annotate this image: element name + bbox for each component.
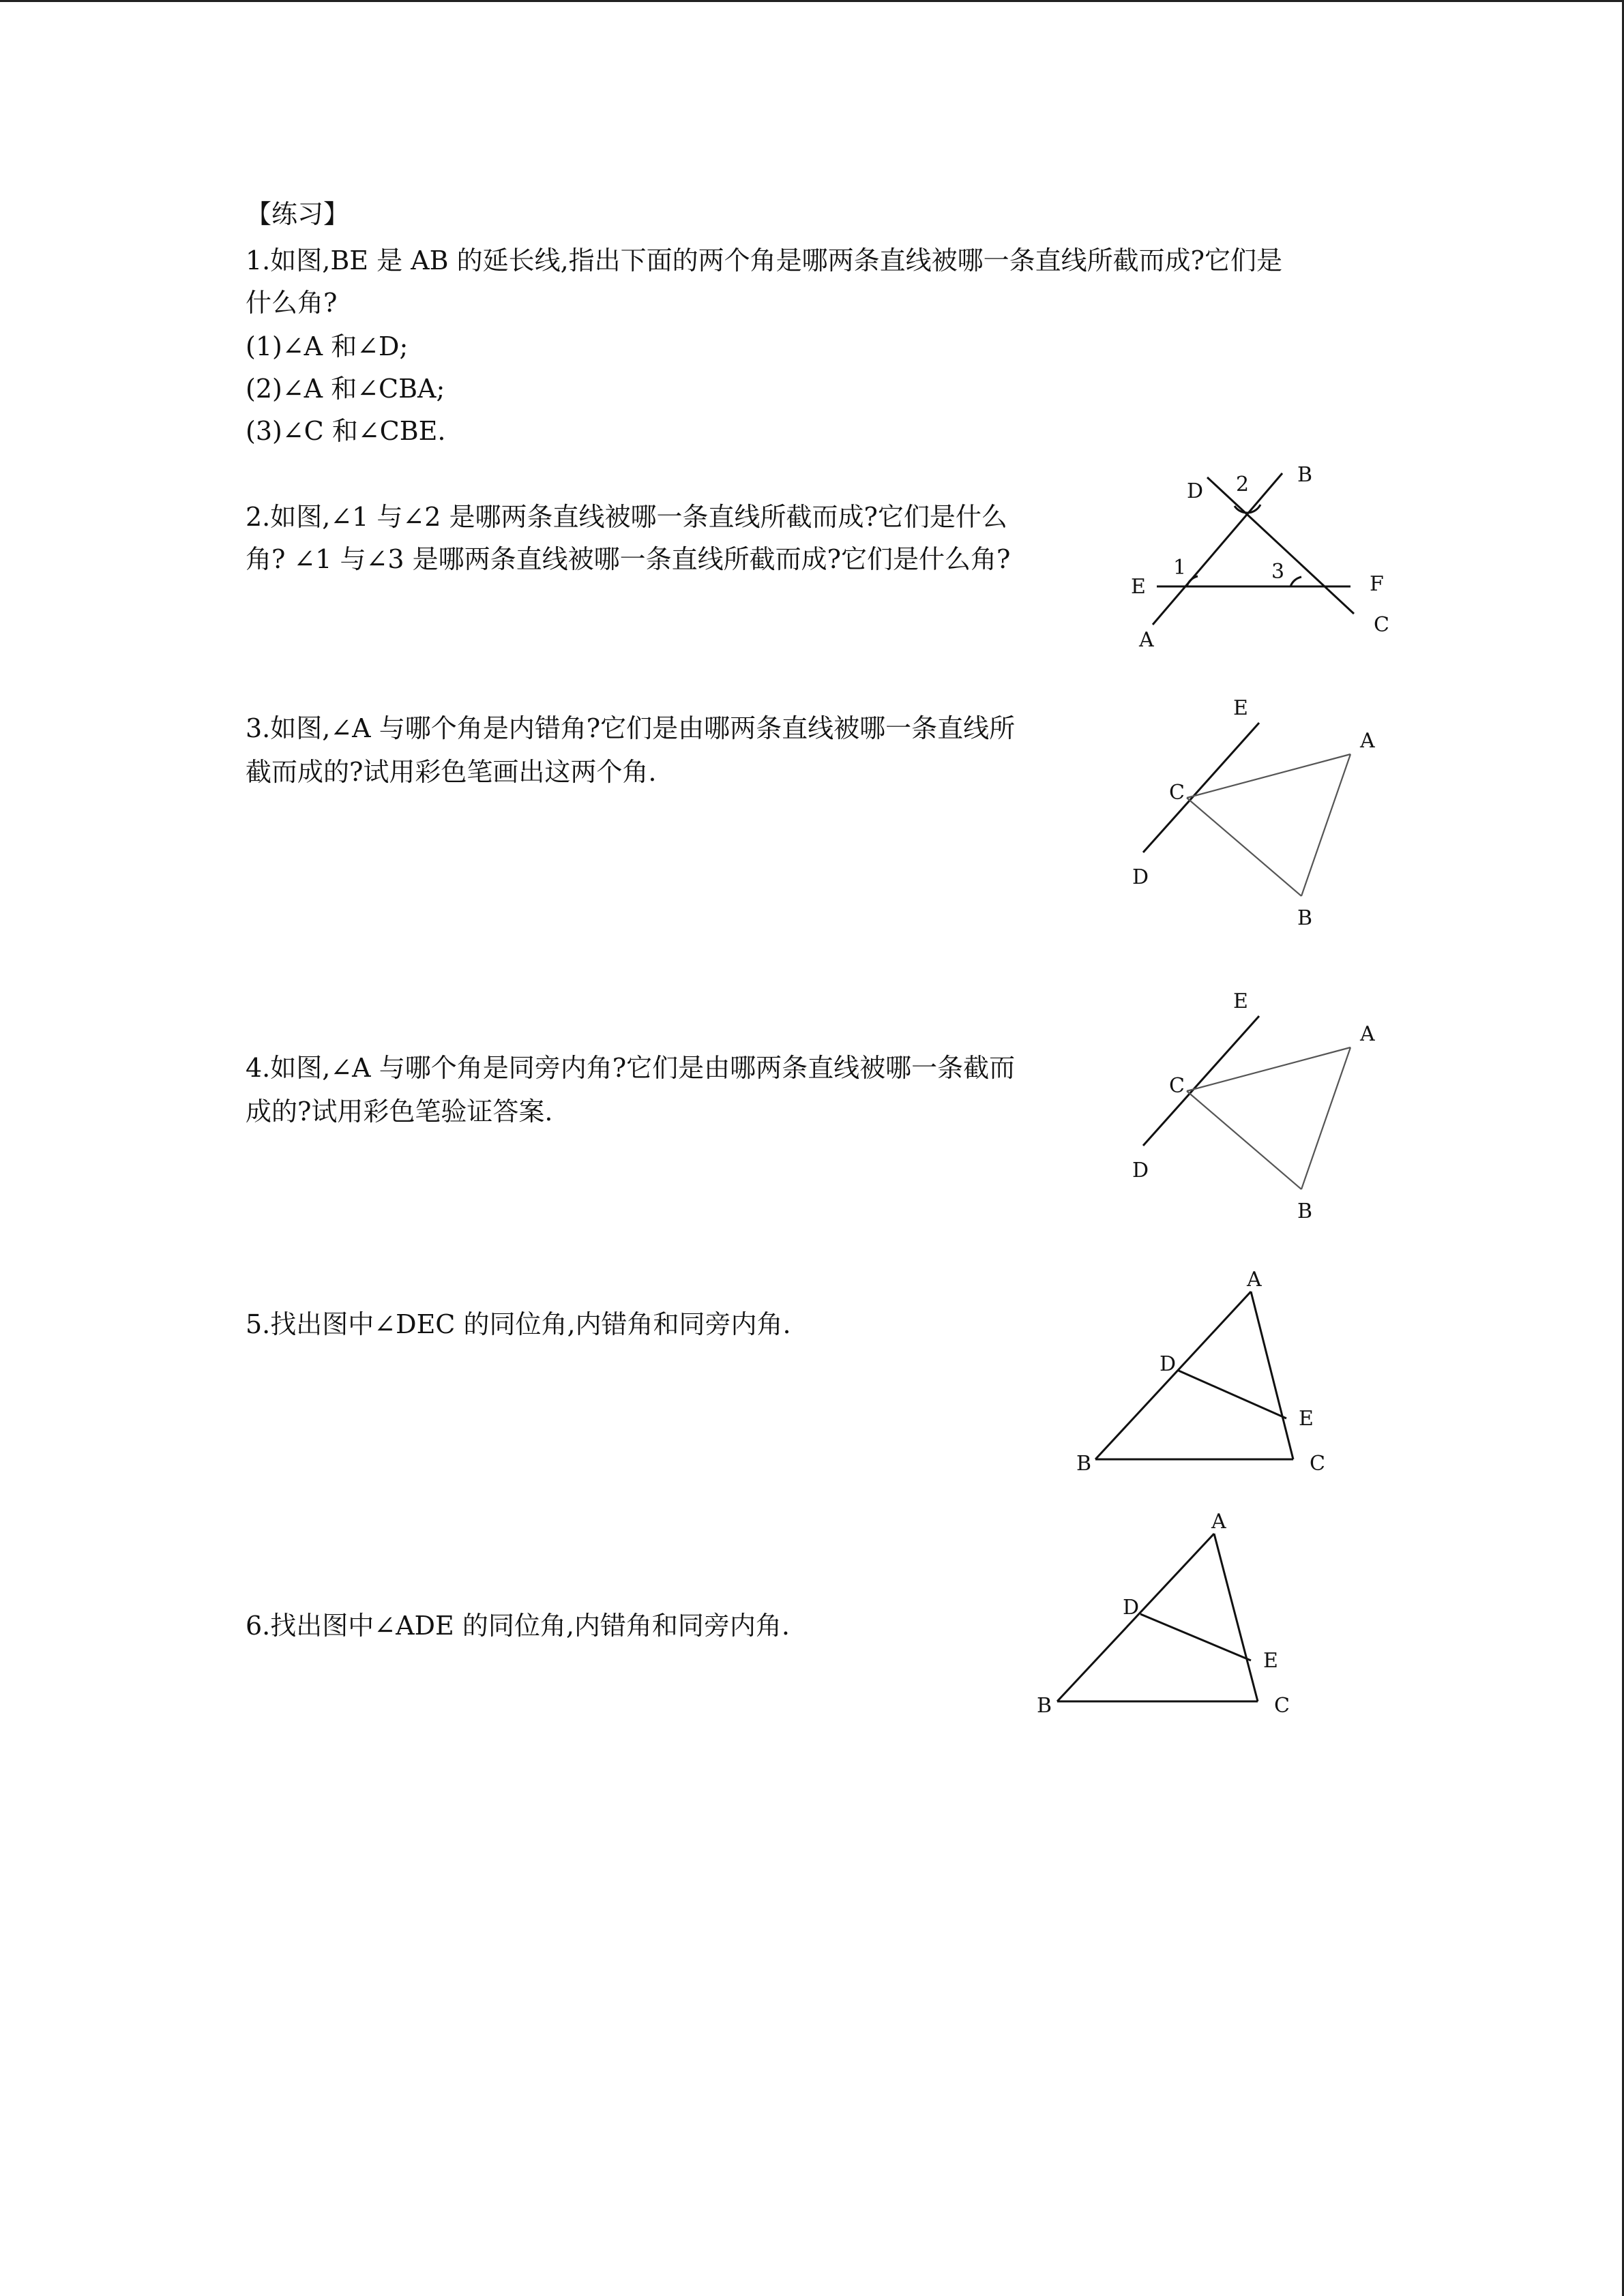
q2-label-1: 1 — [1173, 556, 1187, 580]
q2-line-dc — [1207, 477, 1354, 614]
q4-label-c: C — [1169, 1074, 1185, 1098]
q6-figure — [1023, 1504, 1310, 1729]
q2-label-f: F — [1370, 572, 1384, 596]
q5-figure — [1064, 1262, 1350, 1487]
q6-text-line1: 6.找出图中∠ADE 的同位角,内错角和同旁内角. — [246, 1611, 790, 1641]
q2-label-d: D — [1187, 479, 1204, 503]
q2-text-line1: 2.如图,∠1 与∠2 是哪两条直线被哪一条直线所截而成?它们是什么 — [246, 502, 1007, 532]
q3-label-b: B — [1297, 906, 1313, 930]
q6-side-ac — [1214, 1534, 1258, 1701]
q6-label-a: A — [1211, 1510, 1226, 1534]
q2-label-c: C — [1374, 613, 1389, 637]
q1-part-1: (1)∠A 和∠D; — [246, 331, 409, 361]
exercise-heading: 【练习】 — [246, 199, 350, 229]
q6-label-e: E — [1263, 1649, 1278, 1673]
q6-label-b: B — [1037, 1694, 1052, 1718]
q2-line-ab — [1153, 473, 1285, 625]
q2-angle-1-arc — [1187, 576, 1198, 586]
q6-label-d: D — [1123, 1596, 1140, 1620]
q3-text-line2: 截而成的?试用彩色笔画出这两个角. — [246, 757, 657, 787]
q5-label-d: D — [1160, 1352, 1177, 1376]
q4-figure — [1119, 989, 1405, 1234]
q4-line-de — [1143, 1016, 1259, 1146]
q4-text-line1: 4.如图,∠A 与哪个角是同旁内角?它们是由哪两条直线被哪一条截而 — [246, 1053, 1016, 1083]
q5-label-c: C — [1310, 1452, 1325, 1476]
q5-label-a: A — [1247, 1268, 1262, 1292]
q3-figure — [1119, 696, 1405, 941]
q4-text-line2: 成的?试用彩色笔验证答案. — [246, 1097, 553, 1127]
q3-segment-cb — [1187, 798, 1301, 896]
q5-label-e: E — [1299, 1407, 1314, 1431]
q1-part-3: (3)∠C 和∠CBE. — [246, 416, 446, 446]
q6-label-c: C — [1274, 1694, 1290, 1718]
q2-label-a: A — [1139, 628, 1154, 652]
q3-label-a: A — [1360, 729, 1375, 753]
q1-text-line1: 1.如图,BE 是 AB 的延长线,指出下面的两个角是哪两条直线被哪一条直线所截而成?它们是 — [246, 245, 1283, 275]
q5-segment-de — [1179, 1371, 1286, 1418]
q4-label-b: B — [1297, 1199, 1313, 1223]
q2-label-b: B — [1297, 463, 1313, 487]
q1-part-2: (2)∠A 和∠CBA; — [246, 374, 445, 404]
page-frame-top — [0, 0, 1624, 2]
q2-angle-3-arc — [1290, 577, 1301, 586]
q3-text-line1: 3.如图,∠A 与哪个角是内错角?它们是由哪两条直线被哪一条直线所 — [246, 713, 1016, 743]
q4-segment-ab — [1301, 1047, 1350, 1189]
q5-text-line1: 5.找出图中∠DEC 的同位角,内错角和同旁内角. — [246, 1309, 791, 1339]
q2-label-2: 2 — [1236, 473, 1250, 496]
q3-label-e: E — [1233, 696, 1248, 720]
q3-label-d: D — [1132, 865, 1149, 889]
q5-label-b: B — [1076, 1452, 1092, 1476]
q2-figure — [1119, 457, 1405, 661]
q4-label-d: D — [1132, 1159, 1149, 1182]
q4-label-a: A — [1360, 1022, 1375, 1046]
q6-segment-de — [1140, 1614, 1251, 1660]
q5-side-ac — [1251, 1292, 1293, 1459]
q3-segment-ab — [1301, 754, 1350, 896]
q1-text-line2: 什么角? — [246, 288, 338, 318]
q3-label-c: C — [1169, 781, 1185, 805]
q4-label-e: E — [1233, 989, 1248, 1013]
q2-label-e: E — [1131, 575, 1146, 599]
q4-segment-cb — [1187, 1091, 1301, 1189]
q2-label-3: 3 — [1271, 560, 1285, 584]
q2-text-line2: 角? ∠1 与∠3 是哪两条直线被哪一条直线所截而成?它们是什么角? — [246, 544, 1011, 574]
q3-line-de — [1143, 723, 1259, 852]
